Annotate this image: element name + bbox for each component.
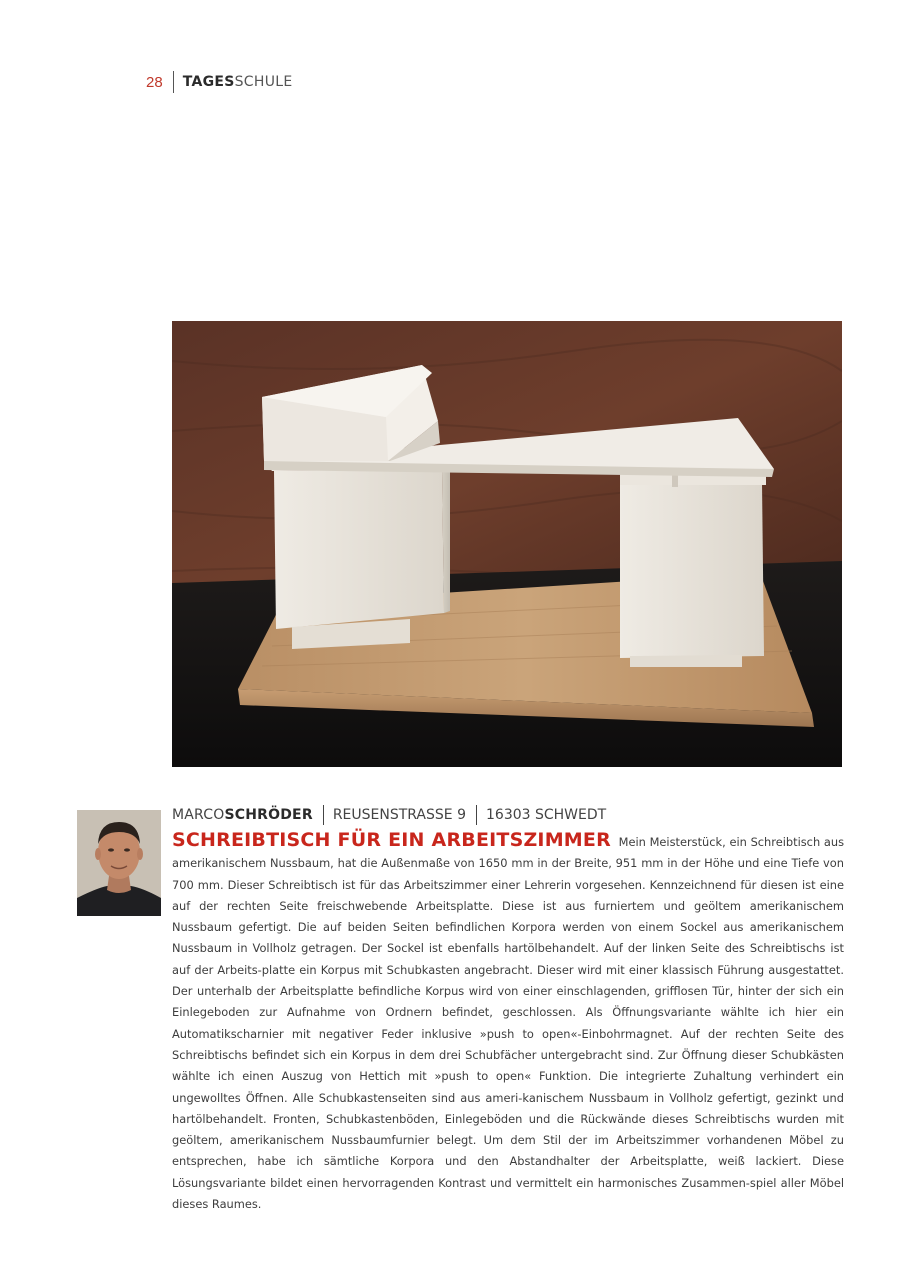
desk-model-photo — [172, 321, 842, 767]
article — [172, 830, 844, 1215]
byline-divider — [476, 805, 477, 825]
author-last-name: SCHRÖDER — [224, 807, 313, 823]
article-title: SCHREIBTISCH FÜR EIN ARBEITSZIMMER — [172, 829, 611, 851]
section-title-bold: TAGES — [182, 74, 235, 90]
author-first-name: MARCO — [172, 807, 225, 823]
author-street: REUSENSTRASSE 9 — [332, 807, 466, 823]
running-header — [146, 71, 293, 93]
page-number: 28 — [146, 73, 163, 91]
section-title-light: SCHULE — [234, 74, 293, 90]
author-byline — [172, 804, 606, 826]
byline-divider — [323, 805, 324, 825]
author-city: 16303 SCHWEDT — [486, 807, 607, 823]
article-body: Mein Meisterstück, ein Schreibtisch aus amerikanischem Nussbaum, hat die Außenmaße von 1650 mm in der Breite, 951 mm in der Höhe und eine Tiefe von 700 mm. Dieser Schreibtisch ist für das Arbeitszimmer einer Lehrerin vorgesehen. Kennzeichnend für diesen ist eine auf der rechten Seite freischwebende Arbeitsplatte. Diese ist aus furniertem und geöltem amerikanischem Nussbaum gefertigt. Die auf beiden Seiten befindlichen Korpora werden von einem Sockel aus amerikanischem Nussbaum in Vollholz getragen. Der Sockel ist ebenfalls hartölbehandelt. Auf der linken Seite des Schreibtischs ist auf der Arbeits-platte ein Korpus mit Schubkasten angebracht. Dieser wird mit einer klassisch Führung ausgestattet. Der unterhalb der Arbeitsplatte befindliche Korpus wird von einer einschlagenden, grifflosen Tür, hinter der sich ein Einlegeboden zur Aufnahme von Ordnern befindet, geschlossen. Als Öffnungsvariante wählte ich hier ein Automatikscharnier mit negativer Feder inklusive »push to open«-Einbohrmagnet. Auf der rechten Seite des Schreibtischs befindet sich ein Korpus in dem drei Schubfächer untergebracht sind. Zur Öffnung dieser Schubkästen wählte ich einen Auszug von Hettich mit »push to open« Funktion. Die integrierte Zuhaltung verhindert ein ungewolltes Öffnen. Alle Schubkastenseiten sind aus ameri-kanischem Nussbaum in Vollholz gefertigt, gezinkt und hartölbehandelt. Fronten, Schubkastenböden, Einlegeböden und die Rückwände dieses Schreibtischs wurden mit geöltem, amerikanischem Nussbaumfurnier belegt. Um dem Stil der im Arbeitszimmer vorhandenen Möbel zu entsprechen, habe ich sämtliche Korpora und den Abstandhalter der Arbeitsplatte, weiß lackiert. Diese Lösungsvariante bildet einen hervorragenden Kontrast und vermittelt ein harmonisches Zusammen-spiel aller Möbel dieses Raumes. — [172, 835, 844, 1212]
header-divider — [173, 71, 174, 93]
author-portrait — [77, 810, 161, 916]
